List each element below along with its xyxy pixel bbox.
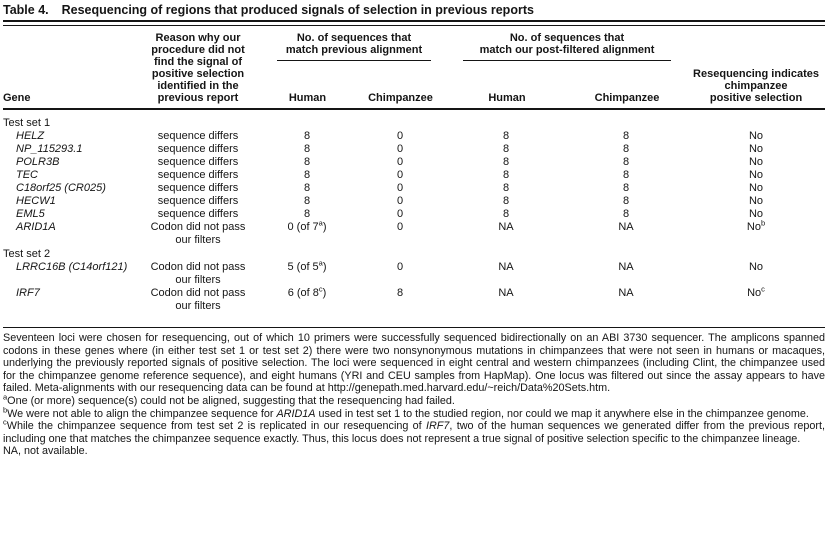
col-header-resequencing: Resequencing indicates chimpanzee positive selection [693,68,819,104]
postfiltered-chimpanzee-cell: 8 [622,182,630,194]
previous-chimpanzee-cell: 8 [396,287,404,299]
section-row [3,116,825,130]
group-previous-subheaders [261,92,447,104]
col-group-postfiltered-alignment [447,30,687,108]
footnote-c: $^c$While the chimpanzee sequence from test set 2 is replicated in our resequencing of IRF7, two of the human sequences we generated differ from the previous report, including one that matches the chimpanzee sequence exactly. Thus, this locus does not represent a true signal of positive selection specific to the chimpanzee lineage. [3,417,826,445]
col-header-previous-human: Human [288,92,327,104]
table-row [3,195,825,208]
postfiltered-human-cell: 8 [502,143,510,155]
previous-chimpanzee-cell: 0 [396,182,404,194]
footnote-general: Seventeen loci were chosen for resequencing, out of which 10 primers were successfully sequenced bidirectionally on an ABI 3730 sequencer. The amplicons spanned codons in these genes where (in either test set 1 or test set 2) there were two nonsynonymous mutations in chimpanzees that were not seen in humans or macaques, underlying the previously reported signals of positive selection. The loci were sequenced in eight central and western chimpanzees (including Clint, the chimpanzee used for the chimpanzee genome reference sequence), and eight humans (YRI and CEU samples from HapMap). One locus was filtered out since the assay appears to have failed. Meta-alignments with our resequencing data can be found at http://genepath.med.harvard.edu/~reich/Data%20Sets.htm. [3,332,825,395]
table-body [3,116,825,313]
table-row [3,169,825,182]
previous-human-cell: 0 (of 7$^a$) [287,218,327,233]
resequencing-cell: No [748,208,764,220]
resequencing-cell: No [748,261,764,273]
table-row [3,130,825,143]
previous-chimpanzee-cell: 0 [396,143,404,155]
table-row [3,156,825,169]
group-previous-rule [277,60,431,61]
postfiltered-chimpanzee-cell: 8 [622,169,630,181]
postfiltered-chimpanzee-cell: NA [618,221,634,233]
postfiltered-chimpanzee-cell: 8 [622,208,630,220]
reason-cell: sequence differs [157,143,239,155]
postfiltered-human-cell: 8 [502,156,510,168]
footer-rule [3,327,825,328]
previous-human-cell: 5 (of 5$^a$) [287,258,327,273]
group-postfiltered-label: No. of sequences that match our post-filtered alignment [479,32,655,56]
postfiltered-human-cell: 8 [502,182,510,194]
resequencing-cell: No [748,130,764,142]
table-number: Table 4. [3,3,49,17]
footnote-a: $^a$One (or more) sequence(s) could not be aligned, suggesting that the resequencing had failed. [3,392,455,407]
table-row [3,182,825,195]
postfiltered-human-cell: NA [498,287,514,299]
gene-cell: EML5 [16,208,45,220]
resequencing-cell: No [748,156,764,168]
gene-cell: C18orf25 (CR025) [16,182,106,194]
group-postfiltered-rule [463,60,671,61]
reason-cell: Codon did not pass our filters [150,261,246,286]
gene-cell: HELZ [16,130,45,142]
gene-cell: HECW1 [16,195,56,207]
footnotes [3,332,825,458]
postfiltered-chimpanzee-cell: NA [618,261,634,273]
resequencing-cell: No$^b$ [746,218,766,233]
table-row [3,208,825,221]
postfiltered-human-cell: 8 [502,208,510,220]
reason-cell: Codon did not pass our filters [150,221,246,246]
resequencing-cell: No$^c$ [747,284,765,299]
section-label: Test set 1 [3,117,51,129]
previous-chimpanzee-cell: 0 [396,169,404,181]
title-rule [3,20,825,26]
postfiltered-human-cell: NA [498,261,514,273]
previous-human-cell: 8 [303,156,311,168]
previous-human-cell: 8 [303,195,311,207]
postfiltered-human-cell: NA [498,221,514,233]
postfiltered-chimpanzee-cell: 8 [622,130,630,142]
previous-chimpanzee-cell: 0 [396,221,404,233]
reason-cell: sequence differs [157,182,239,194]
resequencing-cell: No [748,182,764,194]
table-row [3,221,825,247]
reason-cell: sequence differs [157,208,239,220]
previous-human-cell: 6 (of 8$^c$) [287,284,327,299]
reason-cell: sequence differs [157,156,239,168]
col-header-previous-chimpanzee: Chimpanzee [368,92,433,104]
table-row [3,261,825,287]
header-rule [3,108,825,110]
footnote-na: NA, not available. [3,445,88,458]
gene-cell: NP_115293.1 [16,143,83,155]
col-header-postfiltered-human: Human [488,92,526,104]
postfiltered-chimpanzee-cell: NA [618,287,634,299]
postfiltered-human-cell: 8 [502,195,510,207]
gene-cell: LRRC16B (C14orf121) [16,261,128,273]
table-caption: Resequencing of regions that produced signals of selection in previous reports [61,3,534,17]
previous-human-cell: 8 [303,169,311,181]
reason-cell: sequence differs [157,169,239,181]
previous-human-cell: 8 [303,143,311,155]
postfiltered-chimpanzee-cell: 8 [622,195,630,207]
postfiltered-chimpanzee-cell: 8 [622,156,630,168]
group-postfiltered-subheaders [447,92,687,104]
previous-human-cell: 8 [303,208,311,220]
col-header-reason: Reason why our procedure did not find the signal of positive selection identified in the previous report [151,32,245,104]
gene-cell: IRF7 [16,287,40,299]
table-row [3,287,825,313]
col-header-postfiltered-chimpanzee: Chimpanzee [594,92,660,104]
section-label: Test set 2 [3,248,51,260]
previous-human-cell: 8 [303,130,311,142]
table-header [3,30,825,108]
postfiltered-chimpanzee-cell: 8 [622,143,630,155]
resequencing-cell: No [748,143,764,155]
previous-chimpanzee-cell: 0 [396,130,404,142]
gene-cell: POLR3B [16,156,60,168]
col-header-gene: Gene [3,92,31,104]
group-previous-label: No. of sequences that match previous alignment [285,32,423,56]
resequencing-cell: No [748,195,764,207]
previous-human-cell: 8 [303,182,311,194]
postfiltered-human-cell: 8 [502,130,510,142]
col-group-previous-alignment [261,30,447,108]
section-row [3,247,825,261]
resequencing-cell: No [748,169,764,181]
table-title [3,2,825,20]
previous-chimpanzee-cell: 0 [396,195,404,207]
postfiltered-human-cell: 8 [502,169,510,181]
footnote-b: $^b$We were not able to align the chimpanzee sequence for ARID1A used in test set 1 to the studied region, nor could we map it anywhere else in the chimpanzee genome. [3,404,809,420]
gene-cell: TEC [16,169,38,181]
table-row [3,143,825,156]
previous-chimpanzee-cell: 0 [396,156,404,168]
header-row [3,30,825,108]
gene-cell: ARID1A [16,221,56,233]
reason-cell: sequence differs [157,130,239,142]
reason-cell: sequence differs [157,195,239,207]
reason-cell: Codon did not pass our filters [150,287,246,312]
previous-chimpanzee-cell: 0 [396,261,404,273]
previous-chimpanzee-cell: 0 [396,208,404,220]
